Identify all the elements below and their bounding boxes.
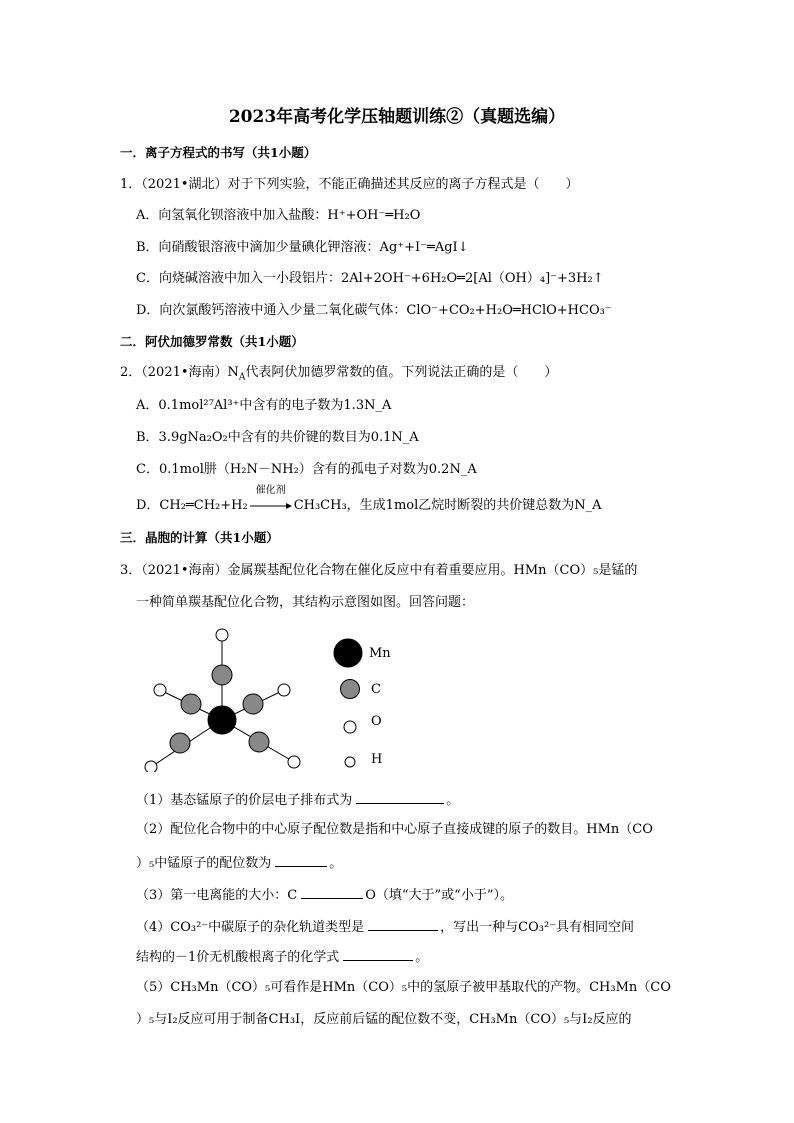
atom-legend <box>330 636 370 771</box>
q2-option-c: C．0.1mol肼（H₂N－NH₂）含有的孤电子对数为0.2N_A <box>136 462 477 477</box>
section-heading-unit-cell: 三．晶胞的计算（共1小题） <box>120 530 279 545</box>
q1-option-c: C．向烧碱溶液中加入一小段铝片：2Al+2OH⁻+6H₂O═2[Al（OH）₄]⁻+3H₂↑ <box>136 271 604 286</box>
mn-legend-icon <box>334 639 362 667</box>
h-atom-lower-right <box>288 756 300 768</box>
q1-option-b: B．向硝酸银溶液中滴加少量碘化钾溶液：Ag⁺+I⁻═AgI↓ <box>136 240 469 255</box>
o-atom-upper-left <box>154 684 166 696</box>
q3-part5-line1: （5）CH₃Mn（CO）₅可看作是HMn（CO）₅中的氢原子被甲基取代的产物。CH₃Mn（CO <box>136 980 671 995</box>
mn-atom-center <box>208 706 236 734</box>
c-atom-upper-right <box>243 694 263 714</box>
hmn-co5-structure-diagram <box>140 622 320 772</box>
q3-part4-line1: （4）CO₃²⁻中碳原子的杂化轨道类型是 ，写出一种与CO₃²⁻具有相同空间 <box>136 920 635 935</box>
q3-part4-line2: 结构的－1价无机酸根离子的化学式 。 <box>136 950 429 965</box>
q3-part5-line2: ）₅与I₂反应可用于制备CH₃I，反应前后锰的配位数不变，CH₃Mn（CO）₅与I₂反应的 <box>136 1012 632 1027</box>
q3-stem-line1: 3．（2021•海南）金属羰基配位化合物在催化反应中有着重要应用。HMn（CO）₅是锰的 <box>120 563 638 578</box>
legend-label-o: O <box>371 714 382 729</box>
h-legend-icon <box>345 757 355 767</box>
o-atom-upper-right <box>278 684 290 696</box>
o-atom-top <box>216 629 228 641</box>
q3-stem-line2: 一种简单羰基配位化合物，其结构示意图如图。回答问题： <box>136 595 475 610</box>
q3-part2-line2: ）₅中锰原子的配位数为 。 <box>136 856 343 871</box>
c-legend-icon <box>341 680 360 699</box>
q1-stem: 1．（2021•湖北）对于下列实验，不能正确描述其反应的离子方程式是（ ） <box>120 177 579 192</box>
q1-option-d: D．向次氯酸钙溶液中通入少量二氧化碳气体：ClO⁻+CO₂+H₂O═HClO+HCO₃⁻ <box>136 303 612 318</box>
c-atom-lower-right <box>249 732 269 752</box>
c-atom-upper-left <box>181 694 201 714</box>
answer-blank-3[interactable] <box>301 886 363 899</box>
q3-part3: （3）第一电离能的大小：C O（填“大于”或“小于”）。 <box>136 888 513 903</box>
q2-option-a: A．0.1mol²⁷Al³⁺中含有的电子数为1.3N_A <box>136 398 392 413</box>
section-heading-ionic-equations: 一．离子方程式的书写（共1小题） <box>120 145 317 160</box>
q2-stem: 2．（2021•海南）$N_A$代表阿伏加德罗常数的值。下列说法正确的是（ ） <box>120 365 558 383</box>
answer-blank-5[interactable] <box>343 948 413 961</box>
page-title: 2023年高考化学压轴题训练②（真题选编） <box>228 107 566 127</box>
answer-blank-2[interactable] <box>275 854 327 867</box>
q2-option-d: D．CH₂═CH₂+H₂ 催化剂 CH₃CH₃，生成1mol乙烷时断裂的共价键总数为N_A <box>136 485 602 513</box>
reaction-arrow-icon <box>250 501 292 511</box>
legend-label-mn: Mn <box>369 646 391 661</box>
catalyst-arrow <box>249 485 293 514</box>
q2-option-b: B．3.9gNa₂O₂中含有的共价键的数目为0.1N_A <box>136 430 419 445</box>
section-heading-avogadro: 二．阿伏加德罗常数（共1小题） <box>120 334 304 349</box>
legend-label-c: C <box>371 682 381 697</box>
q3-part1: （1）基态锰原子的价层电子排布式为 。 <box>136 793 460 808</box>
answer-blank-4[interactable] <box>368 918 438 931</box>
answer-blank-1[interactable] <box>356 791 444 804</box>
catalyst-label: 催化剂 <box>255 485 286 496</box>
o-atom-lower-left <box>145 761 157 772</box>
o-legend-icon <box>344 721 356 733</box>
legend-label-h: H <box>371 752 383 767</box>
q3-part2-line1: （2）配位化合物中的中心原子配位数是指和中心原子直接成键的原子的数目。HMn（CO <box>136 822 653 837</box>
c-atom-lower-left <box>170 733 190 753</box>
c-atom-top <box>212 665 232 685</box>
q1-option-a: A．向氢氧化钡溶液中加入盐酸：H⁺+OH⁻═H₂O <box>136 208 421 223</box>
